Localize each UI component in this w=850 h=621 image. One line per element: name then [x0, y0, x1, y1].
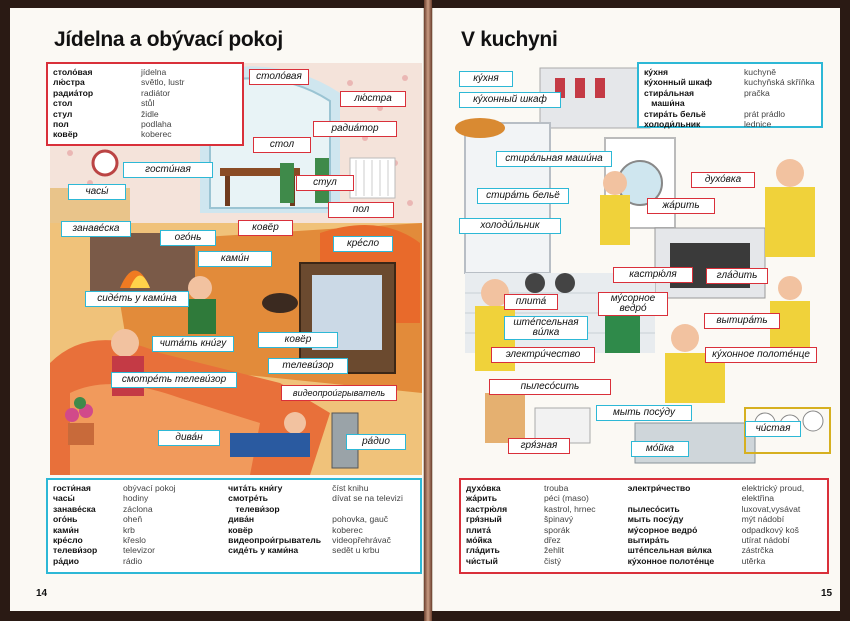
- vocab-row: [628, 525, 822, 535]
- left-bottom-vocabulary-col2: [228, 483, 415, 569]
- vocab-row: [53, 556, 220, 566]
- vocab-russian: ковёр: [53, 129, 78, 140]
- left-bottom-vocabulary-box: [46, 478, 422, 574]
- vocab-russian: ого́нь: [53, 514, 78, 525]
- vocab-russian: ку́хонный шкаф: [644, 77, 713, 88]
- label-ogon: ого́нь: [160, 230, 216, 246]
- vocab-russian: ками́н: [53, 524, 79, 535]
- label-pol: пол: [328, 202, 394, 218]
- label-gostinaya: гости́ная: [123, 162, 213, 178]
- label-kastryulya: кастрю́ля: [613, 267, 693, 283]
- vocab-czech: krb: [123, 524, 135, 535]
- vocab-czech: elektřina: [741, 493, 775, 504]
- label-radio: ра́дио: [346, 434, 406, 450]
- vocab-row: [628, 556, 822, 566]
- vocab-czech: elektrický proud,: [741, 483, 805, 493]
- vocab-czech: kuchyně: [744, 67, 777, 77]
- vocab-row: [53, 535, 220, 545]
- vocab-czech: dívat se na televizi: [332, 493, 403, 504]
- label-vytirat: вытира́ть: [704, 313, 780, 329]
- vocab-russian: ку́хонное полоте́нце: [627, 555, 715, 566]
- vocab-czech: mýt nádobí: [741, 514, 785, 525]
- vocab-czech: trouba: [544, 483, 569, 493]
- vocab-russian: сиде́ть у ками́на: [228, 545, 299, 556]
- right-bottom-vocabulary-col2: [628, 483, 822, 569]
- vocab-russian: стол: [53, 98, 73, 109]
- vocab-row: [466, 525, 622, 535]
- vocab-russian: пол: [53, 119, 69, 130]
- label-myt: мыть посу́ду: [596, 405, 692, 421]
- vocab-row: [53, 129, 237, 139]
- label-stolovaya: столо́вая: [249, 69, 309, 85]
- vocab-row: [53, 545, 220, 555]
- vocab-row: [466, 535, 622, 545]
- left-page-number: 14: [36, 588, 48, 599]
- vocab-russian: мо́йка: [466, 535, 492, 546]
- label-shtepselnaya-line2: ви́лка: [532, 327, 560, 338]
- label-kreslo: кре́сло: [333, 236, 393, 252]
- vocab-russian: телеви́зор: [53, 545, 98, 556]
- label-lyustra: лю́стра: [340, 91, 406, 107]
- vocab-russian: видеопрои́грыватель: [228, 535, 322, 546]
- label-pylesosit: пылесо́сить: [489, 379, 611, 395]
- label-chasy: часы́: [68, 184, 126, 200]
- label-polotentse: ку́хонное полоте́нце: [705, 347, 817, 363]
- vocab-czech: židle: [141, 108, 159, 119]
- vocab-czech: zástrčka: [741, 545, 774, 556]
- vocab-russian: мыть посу́ду: [627, 514, 684, 525]
- label-musornoe: [598, 292, 668, 316]
- vocab-russian: пылесо́сить: [627, 503, 680, 514]
- vocab-russian: часы́: [53, 493, 75, 504]
- vocab-czech: žehlit: [544, 545, 565, 556]
- label-shkaf: ку́хонный шкаф: [459, 92, 561, 108]
- vocab-czech: koberec: [332, 524, 363, 535]
- vocab-russian: столо́вая: [53, 67, 93, 77]
- vocab-czech: oheň: [123, 514, 143, 525]
- vocab-russian: ковёр: [228, 524, 253, 535]
- vocab-russian: гря́зный: [466, 514, 502, 525]
- vocab-row: [53, 493, 220, 503]
- vocab-russian: ку́хня: [644, 67, 669, 77]
- label-smotret: смотре́ть телеви́зор: [111, 372, 237, 388]
- vocab-russian: электри́чество: [627, 483, 691, 493]
- left-top-vocabulary-box: [46, 62, 244, 146]
- label-televizor: телеви́зор: [268, 358, 348, 374]
- vocab-russian: ра́дио: [53, 555, 80, 566]
- vocab-czech: rádio: [123, 555, 143, 566]
- label-shtepselnaya-line1: ште́псельная: [513, 317, 579, 328]
- right-top-vocabulary-box: [637, 62, 823, 128]
- vocab-row: [628, 514, 822, 524]
- vocab-russian: плита́: [466, 524, 491, 535]
- label-musornoe-line1: му́сорное: [610, 293, 656, 304]
- vocab-russian: жа́рить: [466, 493, 498, 504]
- label-kamin: ками́н: [198, 251, 272, 267]
- vocab-row: [53, 67, 237, 77]
- label-moyka: мо́йка: [631, 441, 689, 457]
- vocab-russian: вытира́ть: [627, 535, 670, 546]
- vocab-russian: смотре́ть: [228, 493, 268, 504]
- vocab-russian: гости́ная: [53, 483, 91, 493]
- vocab-row: [53, 525, 220, 535]
- right-page-number: 15: [821, 588, 833, 599]
- label-stirat: стира́ть бельё: [477, 188, 569, 204]
- vocab-russian: стира́ть бельё: [644, 108, 706, 119]
- vocab-russian: лю́стра: [53, 77, 85, 88]
- vocab-russian: холоди́льник: [644, 119, 701, 130]
- vocab-row: [228, 535, 415, 545]
- vocab-czech: lednice: [744, 119, 772, 130]
- label-video: видеопрои́грыватель: [281, 385, 397, 401]
- vocab-czech: podlaha: [141, 119, 172, 130]
- vocab-russian: телеви́зор: [228, 503, 280, 514]
- vocab-czech: křeslo: [123, 535, 146, 546]
- vocab-czech: špinavý: [544, 514, 574, 525]
- vocab-russian: гла́дить: [466, 545, 500, 556]
- vocab-row: [628, 483, 822, 493]
- vocab-czech: radiátor: [141, 87, 171, 98]
- right-bottom-vocabulary-col1: [466, 483, 622, 569]
- vocab-row: [53, 77, 237, 87]
- vocab-row: [228, 504, 415, 514]
- vocab-czech: číst knihu: [332, 483, 369, 493]
- vocab-row: [466, 545, 622, 555]
- vocab-row: [628, 545, 822, 555]
- label-kukhnya: ку́хня: [459, 71, 513, 87]
- label-gryaznaya: гря́зная: [508, 438, 570, 454]
- vocab-row: [53, 88, 237, 98]
- vocab-czech: odpadkový koš: [741, 524, 799, 535]
- vocab-row: [644, 98, 816, 108]
- vocab-czech: luxovat,vysávat: [741, 503, 801, 514]
- vocab-russian: чита́ть кни́гу: [228, 483, 283, 493]
- vocab-russian: стира́льная: [644, 87, 695, 98]
- vocab-row: [466, 483, 622, 493]
- vocab-czech: televizor: [123, 545, 155, 556]
- vocab-row: [466, 514, 622, 524]
- left-page: [10, 8, 424, 611]
- label-stul: стул: [296, 175, 354, 191]
- vocab-czech: světlo, lustr: [141, 77, 185, 88]
- vocab-czech: videopřehrávač: [332, 535, 391, 546]
- vocab-czech: utírat nádobí: [741, 535, 790, 546]
- label-zharit: жа́рить: [647, 198, 715, 214]
- vocab-row: [466, 556, 622, 566]
- vocab-russian: кре́сло: [53, 535, 83, 546]
- label-kover1: ковёр: [238, 220, 293, 236]
- label-chistaya: чи́стая: [745, 421, 801, 437]
- left-top-vocabulary-list: [53, 67, 237, 140]
- vocab-row: [628, 493, 822, 503]
- vocab-russian: [628, 493, 742, 503]
- vocab-russian: духо́вка: [466, 483, 501, 493]
- vocab-czech: dřez: [544, 535, 561, 546]
- label-kholodilnik: холоди́льник: [459, 218, 561, 234]
- vocab-czech: prát prádlo: [744, 108, 786, 119]
- vocab-russian: ште́псельная ви́лка: [627, 545, 712, 556]
- vocab-czech: hodiny: [123, 493, 149, 504]
- label-stiralnaya: стира́льная маши́на: [496, 151, 612, 167]
- label-gladit: гла́дить: [706, 268, 768, 284]
- vocab-russian: чи́стый: [466, 555, 498, 566]
- label-zanaveska: занаве́ска: [61, 221, 131, 237]
- vocab-row: [644, 77, 816, 87]
- vocab-row: [53, 109, 237, 119]
- vocab-row: [53, 98, 237, 108]
- vocab-czech: čistý: [544, 555, 562, 566]
- label-chitat: чита́ть кни́гу: [152, 336, 234, 352]
- label-musornoe-line2: ведро́: [619, 303, 647, 314]
- vocab-row: [228, 545, 415, 555]
- right-top-vocabulary-list: [644, 67, 816, 129]
- vocab-czech: koberec: [141, 129, 172, 140]
- right-page-title: V kuchyni: [461, 28, 558, 51]
- vocab-row: [466, 493, 622, 503]
- label-plita: плита́: [504, 294, 558, 310]
- vocab-czech: stůl: [141, 98, 155, 109]
- vocab-czech: péci (maso): [544, 493, 589, 504]
- vocab-row: [628, 535, 822, 545]
- vocab-row: [644, 119, 816, 129]
- vocab-czech: sedět u krbu: [332, 545, 380, 556]
- vocab-russian: маши́на: [644, 98, 685, 109]
- label-dukhovka: духо́вка: [691, 172, 755, 188]
- label-divan: дива́н: [158, 430, 220, 446]
- vocab-row: [644, 67, 816, 77]
- vocab-czech: sporák: [544, 524, 570, 535]
- vocab-czech: kastrol, hrnec: [544, 503, 596, 514]
- vocab-czech: utěrka: [741, 555, 766, 566]
- vocab-row: [53, 504, 220, 514]
- label-shtepselnaya: [504, 316, 588, 340]
- vocab-czech: pračka: [744, 87, 770, 98]
- book-spine: [424, 0, 432, 621]
- vocab-row: [228, 493, 415, 503]
- vocab-row: [228, 483, 415, 493]
- vocab-czech: obývací pokoj: [123, 483, 176, 493]
- vocab-row: [53, 483, 220, 493]
- label-radiator: радиа́тор: [313, 121, 397, 137]
- vocab-row: [228, 514, 415, 524]
- label-kover2: ковёр: [258, 332, 338, 348]
- vocab-row: [644, 109, 816, 119]
- vocab-russian: му́сорное ведро́: [627, 524, 698, 535]
- left-bottom-vocabulary-col1: [53, 483, 220, 569]
- vocab-czech: pohovka, gauč: [332, 514, 389, 525]
- vocab-row: [644, 88, 816, 98]
- right-bottom-vocabulary-box: [459, 478, 829, 574]
- vocab-czech: jídelna: [141, 67, 167, 77]
- vocab-row: [628, 504, 822, 514]
- vocab-russian: занаве́ска: [53, 503, 96, 514]
- vocab-row: [466, 504, 622, 514]
- vocab-row: [53, 119, 237, 129]
- vocab-czech: kuchyňská skříňka: [744, 77, 815, 88]
- label-elektrichestvo: электри́чество: [491, 347, 595, 363]
- vocab-czech: záclona: [123, 503, 153, 514]
- right-page: [432, 8, 840, 611]
- left-page-title: Jídelna a obývací pokoj: [54, 28, 283, 51]
- vocab-russian: радиа́тор: [53, 87, 94, 98]
- vocab-russian: кастрю́ля: [466, 503, 508, 514]
- vocab-russian: дива́н: [228, 514, 255, 525]
- vocab-russian: стул: [53, 108, 73, 119]
- vocab-row: [53, 514, 220, 524]
- label-stol: стол: [253, 137, 311, 153]
- label-sidet: сиде́ть у ками́на: [85, 291, 189, 307]
- vocab-row: [228, 525, 415, 535]
